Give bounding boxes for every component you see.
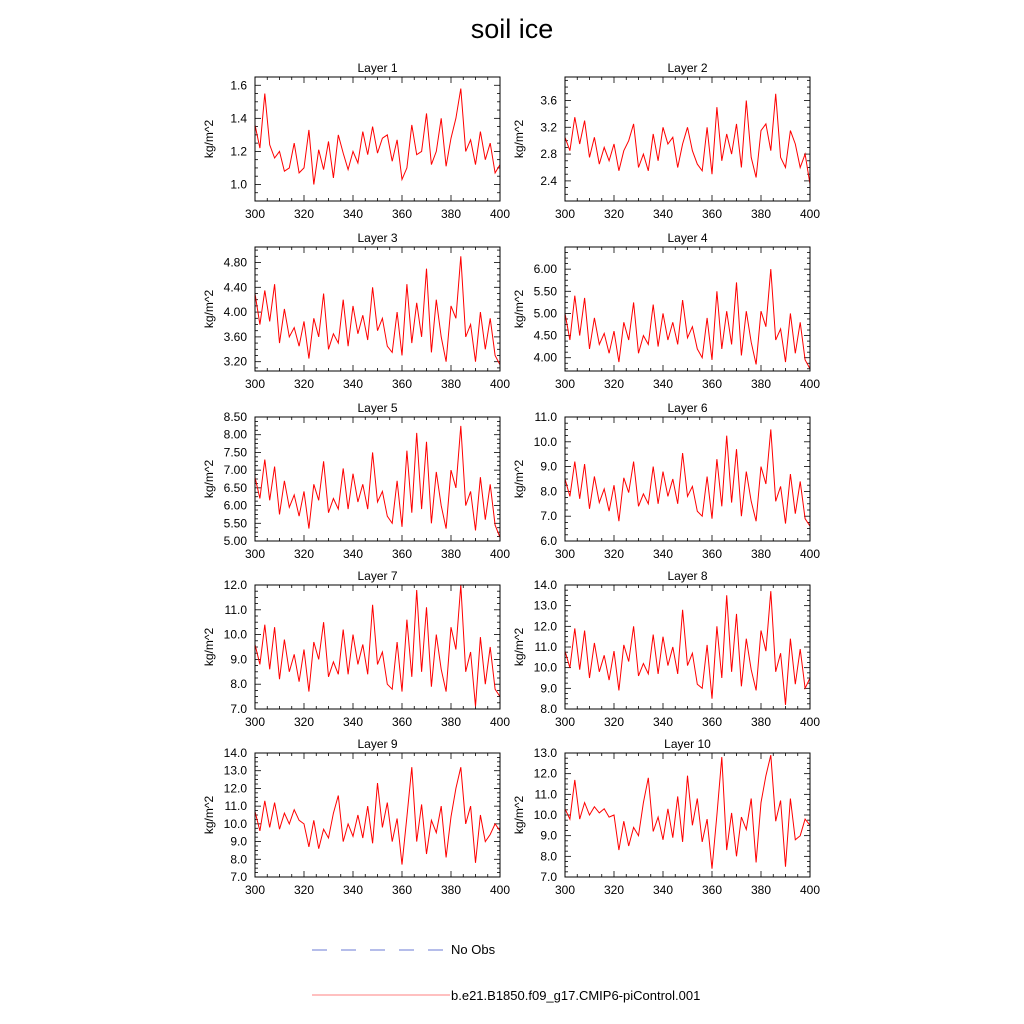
series-line-1 xyxy=(255,585,500,707)
x-tick-label: 340 xyxy=(652,547,674,561)
chart-panel-10 xyxy=(512,737,820,897)
x-tick-label: 380 xyxy=(440,883,462,897)
x-tick-label: 320 xyxy=(293,715,315,729)
y-axis-label: kg/m^2 xyxy=(512,119,526,159)
legend-label-model: b.e21.B1850.f09_g17.CMIP6-piControl.001 xyxy=(451,988,701,1003)
y-tick-label: 5.50 xyxy=(223,516,247,531)
x-tick-label: 400 xyxy=(489,547,511,561)
x-tick-label: 360 xyxy=(391,715,413,729)
chart-panel-8 xyxy=(512,569,820,729)
chart-panel-7 xyxy=(202,569,510,729)
y-tick-label: 12.0 xyxy=(533,619,557,634)
chart-panel-1 xyxy=(202,61,510,221)
y-tick-label: 6.50 xyxy=(223,480,247,495)
y-tick-label: 12.0 xyxy=(223,578,247,592)
y-tick-label: 4.00 xyxy=(223,305,247,320)
x-tick-label: 340 xyxy=(342,547,364,561)
y-tick-label: 10.0 xyxy=(533,808,557,822)
x-tick-label: 380 xyxy=(750,207,772,221)
x-tick-label: 400 xyxy=(489,715,511,729)
y-axis-label: kg/m^2 xyxy=(512,289,526,329)
panel-title: Layer 6 xyxy=(667,401,708,415)
y-tick-label: 8.00 xyxy=(223,427,247,442)
panel-title: Layer 5 xyxy=(357,401,398,415)
panel-title: Layer 9 xyxy=(357,737,398,751)
plot-frame xyxy=(565,585,810,709)
y-axis-label: kg/m^2 xyxy=(512,627,526,667)
x-tick-label: 340 xyxy=(652,207,674,221)
panel-title: Layer 4 xyxy=(667,231,708,245)
series-line-1 xyxy=(565,94,810,184)
x-tick-label: 320 xyxy=(603,715,625,729)
x-tick-label: 300 xyxy=(244,715,266,729)
x-tick-label: 400 xyxy=(489,207,511,221)
y-tick-label: 7.0 xyxy=(540,509,557,524)
x-tick-label: 300 xyxy=(554,715,576,729)
y-tick-label: 13.0 xyxy=(533,598,557,613)
series-line-1 xyxy=(255,767,500,864)
chart-panel-4 xyxy=(512,231,820,391)
y-tick-label: 11.0 xyxy=(224,799,247,814)
x-tick-label: 300 xyxy=(554,207,576,221)
chart-panel-2 xyxy=(512,61,820,221)
y-tick-label: 9.0 xyxy=(540,828,557,843)
y-tick-label: 4.50 xyxy=(533,328,557,343)
series-line-1 xyxy=(255,426,500,538)
y-tick-label: 6.00 xyxy=(533,262,557,277)
y-tick-label: 7.0 xyxy=(540,870,557,884)
chart-panel-5 xyxy=(202,401,510,561)
x-tick-label: 360 xyxy=(701,207,723,221)
y-tick-label: 8.0 xyxy=(540,484,557,499)
y-tick-label: 9.0 xyxy=(540,459,557,474)
x-tick-label: 340 xyxy=(342,377,364,391)
x-tick-label: 380 xyxy=(750,715,772,729)
y-tick-label: 10.0 xyxy=(533,434,557,449)
y-tick-label: 3.60 xyxy=(223,329,247,344)
y-tick-label: 5.50 xyxy=(533,284,557,299)
series-line-1 xyxy=(565,269,810,369)
legend-label-no-obs: No Obs xyxy=(451,942,496,957)
x-tick-label: 340 xyxy=(342,715,364,729)
plot-frame xyxy=(255,585,500,709)
y-tick-label: 10.0 xyxy=(223,816,247,831)
y-tick-label: 6.0 xyxy=(540,534,557,548)
x-tick-label: 360 xyxy=(391,207,413,221)
y-tick-label: 13.0 xyxy=(223,763,247,778)
y-tick-label: 7.50 xyxy=(223,445,247,460)
y-tick-label: 11.0 xyxy=(534,787,557,802)
y-tick-label: 13.0 xyxy=(533,746,557,760)
series-line-1 xyxy=(565,591,810,705)
x-tick-label: 320 xyxy=(293,547,315,561)
x-tick-label: 320 xyxy=(603,207,625,221)
y-axis-label: kg/m^2 xyxy=(202,289,216,329)
x-tick-label: 380 xyxy=(440,547,462,561)
x-tick-label: 320 xyxy=(603,547,625,561)
y-tick-label: 3.6 xyxy=(540,93,557,108)
y-tick-label: 12.0 xyxy=(533,766,557,781)
y-axis-label: kg/m^2 xyxy=(202,795,216,835)
x-tick-label: 400 xyxy=(489,883,511,897)
series-line-1 xyxy=(565,755,810,869)
y-axis-label: kg/m^2 xyxy=(202,119,216,159)
y-tick-label: 14.0 xyxy=(533,578,557,592)
series-line-1 xyxy=(255,89,500,185)
x-tick-label: 320 xyxy=(293,377,315,391)
x-tick-label: 400 xyxy=(489,377,511,391)
plot-frame xyxy=(255,247,500,371)
chart-panel-6 xyxy=(512,401,820,561)
y-tick-label: 3.20 xyxy=(223,354,247,369)
page-title: soil ice xyxy=(470,14,554,44)
x-tick-label: 320 xyxy=(293,207,315,221)
panel-title: Layer 1 xyxy=(357,61,398,75)
y-tick-label: 1.2 xyxy=(230,144,247,159)
x-tick-label: 360 xyxy=(701,883,723,897)
y-tick-label: 5.00 xyxy=(223,534,247,548)
y-tick-label: 11.0 xyxy=(534,410,557,424)
y-axis-label: kg/m^2 xyxy=(512,459,526,499)
x-tick-label: 380 xyxy=(750,377,772,391)
x-tick-label: 380 xyxy=(750,547,772,561)
y-tick-label: 4.00 xyxy=(533,350,557,365)
y-tick-label: 14.0 xyxy=(223,746,247,760)
x-tick-label: 360 xyxy=(701,547,723,561)
x-tick-label: 380 xyxy=(440,207,462,221)
x-tick-label: 340 xyxy=(342,883,364,897)
x-tick-label: 300 xyxy=(244,207,266,221)
y-tick-label: 8.0 xyxy=(540,849,557,864)
x-tick-label: 360 xyxy=(701,715,723,729)
x-tick-label: 340 xyxy=(652,715,674,729)
y-tick-label: 1.6 xyxy=(230,78,247,93)
y-tick-label: 4.80 xyxy=(223,255,247,270)
chart-panel-9 xyxy=(202,737,510,897)
y-tick-label: 8.50 xyxy=(223,410,247,424)
chart-panel-3 xyxy=(202,231,510,391)
x-tick-label: 320 xyxy=(603,883,625,897)
y-tick-label: 11.0 xyxy=(534,640,557,654)
x-tick-label: 340 xyxy=(342,207,364,221)
x-tick-label: 380 xyxy=(440,377,462,391)
y-tick-label: 2.4 xyxy=(540,173,557,188)
x-tick-label: 300 xyxy=(554,547,576,561)
y-tick-label: 3.2 xyxy=(540,120,557,135)
x-tick-label: 360 xyxy=(391,883,413,897)
x-tick-label: 320 xyxy=(293,883,315,897)
x-tick-label: 300 xyxy=(244,377,266,391)
y-tick-label: 7.0 xyxy=(230,702,247,716)
x-tick-label: 300 xyxy=(554,377,576,391)
plot-frame xyxy=(565,417,810,541)
plot-frame xyxy=(565,77,810,201)
panel-title: Layer 7 xyxy=(357,569,398,583)
y-tick-label: 10.0 xyxy=(223,627,247,642)
plot-frame xyxy=(565,753,810,877)
x-tick-label: 400 xyxy=(799,715,821,729)
x-tick-label: 360 xyxy=(391,377,413,391)
x-tick-label: 400 xyxy=(799,377,821,391)
legend-swatch-no-obs xyxy=(312,944,452,956)
y-tick-label: 8.0 xyxy=(230,852,247,867)
y-tick-label: 9.0 xyxy=(230,652,247,667)
x-tick-label: 320 xyxy=(603,377,625,391)
plot-frame xyxy=(255,417,500,541)
x-tick-label: 400 xyxy=(799,883,821,897)
y-tick-label: 6.00 xyxy=(223,498,247,513)
y-tick-label: 7.0 xyxy=(230,870,247,884)
series-line-1 xyxy=(255,256,500,365)
y-tick-label: 8.0 xyxy=(540,702,557,716)
y-tick-label: 1.4 xyxy=(230,111,247,126)
y-tick-label: 9.0 xyxy=(540,681,557,696)
x-tick-label: 360 xyxy=(391,547,413,561)
y-tick-label: 7.00 xyxy=(223,463,247,478)
panel-title: Layer 10 xyxy=(664,737,711,751)
x-tick-label: 400 xyxy=(799,207,821,221)
legend-swatch-model xyxy=(312,989,452,1001)
y-tick-label: 11.0 xyxy=(224,602,247,617)
y-axis-label: kg/m^2 xyxy=(512,795,526,835)
x-tick-label: 380 xyxy=(750,883,772,897)
panel-title: Layer 8 xyxy=(667,569,708,583)
y-tick-label: 12.0 xyxy=(223,781,247,796)
x-tick-label: 300 xyxy=(244,547,266,561)
x-tick-label: 380 xyxy=(440,715,462,729)
y-tick-label: 4.40 xyxy=(223,280,247,295)
plot-frame xyxy=(255,77,500,201)
y-tick-label: 2.8 xyxy=(540,147,557,162)
x-tick-label: 340 xyxy=(652,377,674,391)
y-tick-label: 10.0 xyxy=(533,660,557,675)
y-tick-label: 8.0 xyxy=(230,677,247,692)
panel-title: Layer 2 xyxy=(667,61,708,75)
panel-title: Layer 3 xyxy=(357,231,398,245)
y-axis-label: kg/m^2 xyxy=(202,459,216,499)
plot-frame xyxy=(255,753,500,877)
x-tick-label: 300 xyxy=(554,883,576,897)
y-tick-label: 9.0 xyxy=(230,834,247,849)
x-tick-label: 360 xyxy=(701,377,723,391)
series-line-1 xyxy=(565,429,810,526)
x-tick-label: 300 xyxy=(244,883,266,897)
y-axis-label: kg/m^2 xyxy=(202,627,216,667)
x-tick-label: 340 xyxy=(652,883,674,897)
y-tick-label: 5.00 xyxy=(533,306,557,321)
x-tick-label: 400 xyxy=(799,547,821,561)
y-tick-label: 1.0 xyxy=(230,177,247,192)
